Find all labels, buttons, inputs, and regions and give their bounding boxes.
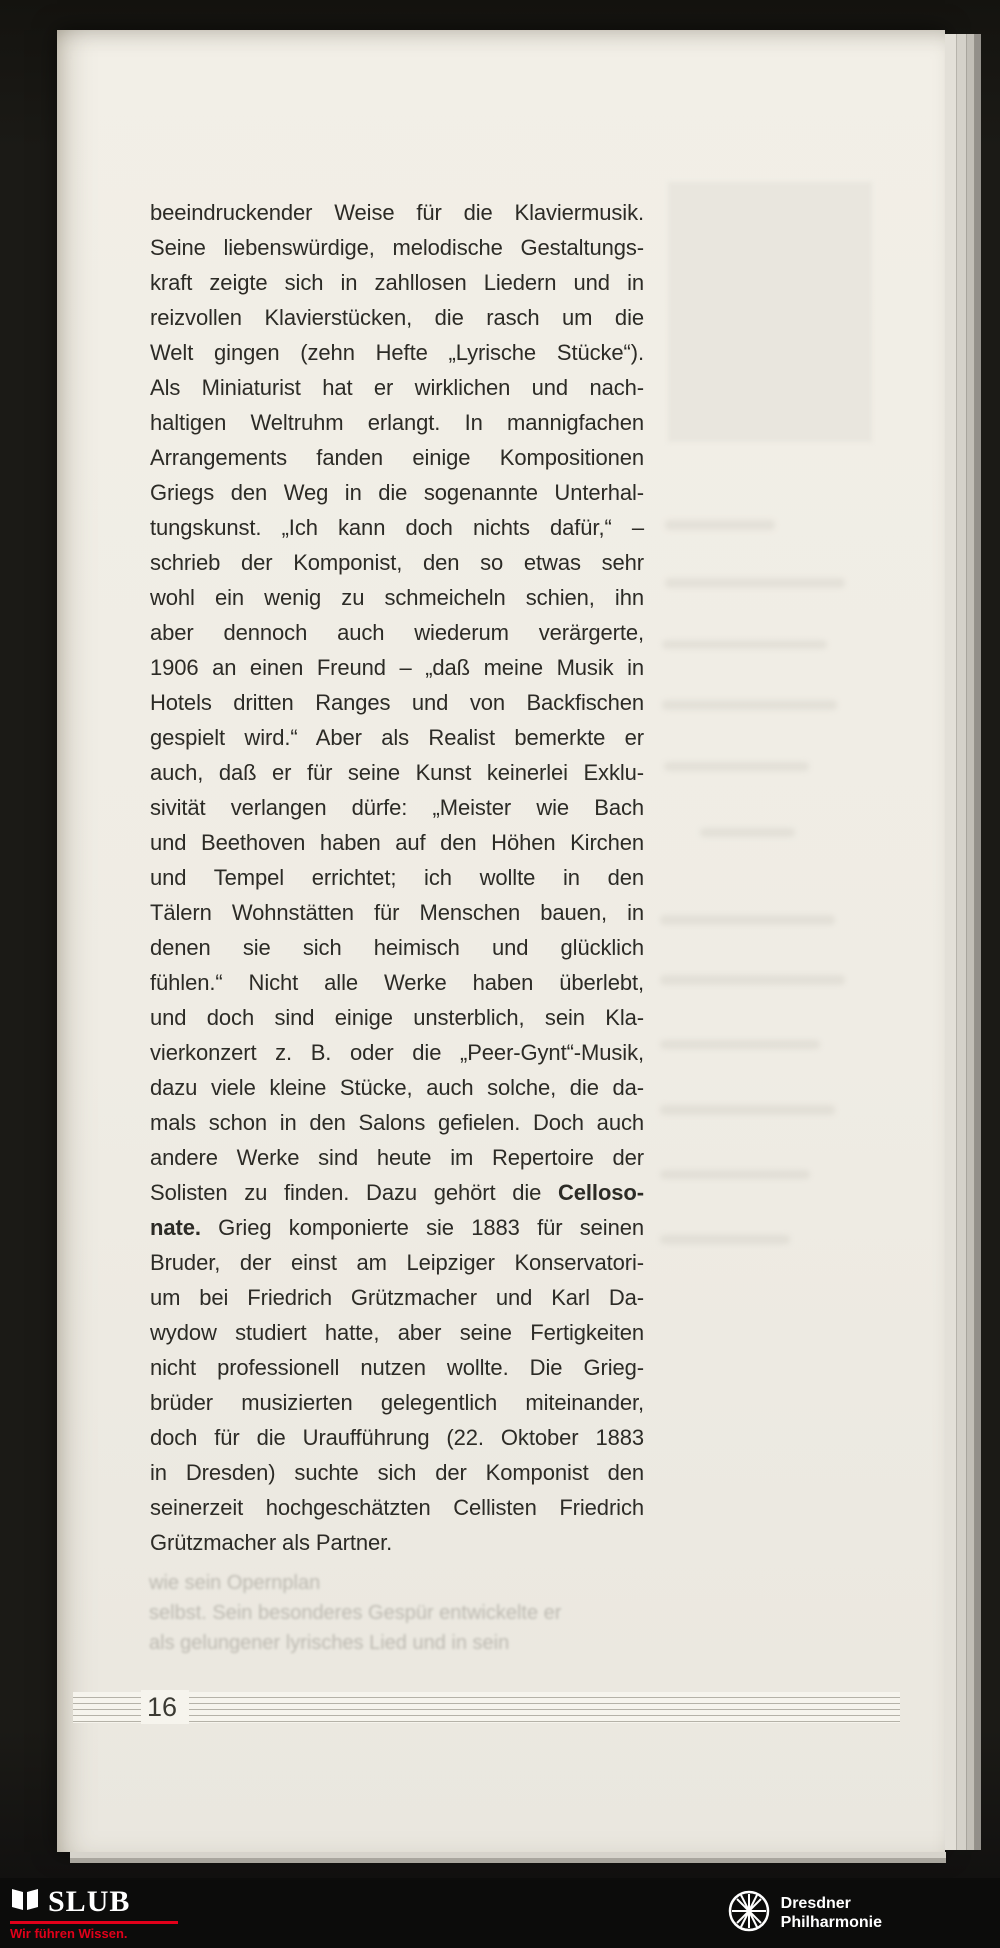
- bleedthrough-smudge: [660, 1170, 810, 1179]
- bleedthrough-smudge: [700, 828, 795, 837]
- text-line: mals schon in den Salons gefielen. Doch auch: [150, 1110, 644, 1135]
- text-line: nate. Grieg komponierte sie 1883 für seinen: [150, 1215, 644, 1240]
- page-edge: [975, 34, 981, 1850]
- slub-wordmark: SLUB: [48, 1884, 131, 1918]
- text-line: Welt gingen (zehn Hefte „Lyrische Stücke“).: [150, 340, 644, 365]
- philharmonie-emblem-icon: [727, 1889, 771, 1938]
- text-line: denen sie sich heimisch und glücklich: [150, 935, 644, 960]
- slub-tagline: Wir führen Wissen.: [10, 1926, 128, 1941]
- bleedthrough-smudge: [660, 915, 835, 925]
- bleedthrough-smudge: [660, 1235, 790, 1244]
- text-line: Grützmacher als Partner.: [150, 1530, 393, 1555]
- text-line: beeindruckender Weise für die Klaviermusik.: [150, 200, 644, 225]
- footer-bar: [0, 1878, 1000, 1948]
- text-line: haltigen Weltruhm erlangt. In mannigfachen: [150, 410, 644, 435]
- text-line: Als Miniaturist hat er wirklichen und nach-: [150, 375, 644, 400]
- text-line: um bei Friedrich Grützmacher und Karl Da-: [150, 1285, 644, 1310]
- bleedthrough-smudge: [660, 1040, 820, 1049]
- page-edge: [957, 34, 967, 1850]
- bleedthrough-line: wie sein Opernplan: [149, 1572, 321, 1594]
- text-line: auch, daß er für seine Kunst keinerlei Exklu-: [150, 760, 644, 785]
- bleedthrough-smudge: [660, 975, 845, 985]
- text-line: wydow studiert hatte, aber seine Fertigkeiten: [150, 1320, 644, 1345]
- text-line: Hotels dritten Ranges und von Backfischen: [150, 690, 644, 715]
- text-line: vierkonzert z. B. oder die „Peer-Gynt“-Musik,: [150, 1040, 644, 1065]
- text-line: seinerzeit hochgeschätzten Cellisten Friedrich: [150, 1495, 644, 1520]
- bleedthrough-smudge: [665, 578, 845, 588]
- text-line: fühlen.“ Nicht alle Werke haben überlebt,: [150, 970, 644, 995]
- text-line: Tälern Wohnstätten für Menschen bauen, in: [150, 900, 644, 925]
- slub-book-icon: [10, 1885, 40, 1918]
- slub-red-rule: [10, 1921, 178, 1924]
- text-line: kraft zeigte sich in zahllosen Liedern und in: [150, 270, 644, 295]
- bleedthrough-smudge: [660, 1105, 835, 1115]
- text-line: Seine liebenswürdige, melodische Gestaltungs-: [150, 235, 644, 260]
- text-line: wohl ein wenig zu schmeicheln schien, ihn: [150, 585, 644, 610]
- text-line: Griegs den Weg in die sogenannte Unterhal-: [150, 480, 644, 505]
- slub-logo: [10, 1885, 178, 1941]
- text-line: reizvollen Klavierstücken, die rasch um die: [150, 305, 644, 330]
- footer-rules: [73, 1692, 900, 1723]
- text-line: nicht professionell nutzen wollte. Die Grieg-: [150, 1355, 644, 1380]
- bleedthrough-line: als gelungener lyrisches Lied und in sein: [149, 1632, 510, 1654]
- page-number: 16: [141, 1690, 189, 1724]
- bleedthrough-smudge: [665, 520, 775, 530]
- bleedthrough-line: selbst. Sein besonderes Gespür entwickelte er: [149, 1602, 562, 1624]
- text-line: dazu viele kleine Stücke, auch solche, die da-: [150, 1075, 644, 1100]
- text-line: Bruder, der einst am Leipziger Konservatori-: [150, 1250, 644, 1275]
- philharmonie-line2: Philharmonie: [780, 1914, 882, 1931]
- text-line: gespielt wird.“ Aber als Realist bemerkte er: [150, 725, 644, 750]
- text-line: Arrangements fanden einige Kompositionen: [150, 445, 644, 470]
- bleedthrough-image: [668, 182, 872, 442]
- philharmonie-line1: Dresdner: [780, 1895, 851, 1912]
- text-line: tungskunst. „Ich kann doch nichts dafür,“ –: [150, 515, 644, 540]
- bleedthrough-smudge: [662, 640, 827, 649]
- text-line: und doch sind einige unsterblich, sein Kla-: [150, 1005, 644, 1030]
- dresdner-philharmonie-logo: [727, 1889, 882, 1938]
- text-line: in Dresden) suchte sich der Komponist den: [150, 1460, 644, 1485]
- page-edge: [967, 34, 975, 1850]
- text-line: andere Werke sind heute im Repertoire der: [150, 1145, 644, 1170]
- text-line: sivität verlangen dürfe: „Meister wie Bach: [150, 795, 644, 820]
- text-line: doch für die Uraufführung (22. Oktober 1883: [150, 1425, 644, 1450]
- text-line: Solisten zu finden. Dazu gehört die Celloso-: [150, 1180, 644, 1205]
- text-line: und Beethoven haben auf den Höhen Kirchen: [150, 830, 644, 855]
- body-text: [150, 195, 644, 1560]
- bleedthrough-text: [149, 1568, 649, 1658]
- text-line: und Tempel errichtet; ich wollte in den: [150, 865, 644, 890]
- text-line: 1906 an einen Freund – „daß meine Musik in: [150, 655, 644, 680]
- bleedthrough-smudge: [662, 700, 837, 710]
- bleedthrough-smudge: [664, 762, 809, 771]
- book-page: [57, 30, 945, 1852]
- text-line: brüder musizierten gelegentlich miteinander,: [150, 1390, 644, 1415]
- text-line: aber dennoch auch wiederum verärgerte,: [150, 620, 644, 645]
- page-edge-bottom: [70, 1858, 946, 1863]
- text-line: schrieb der Komponist, den so etwas sehr: [150, 550, 644, 575]
- page-edge: [945, 34, 957, 1850]
